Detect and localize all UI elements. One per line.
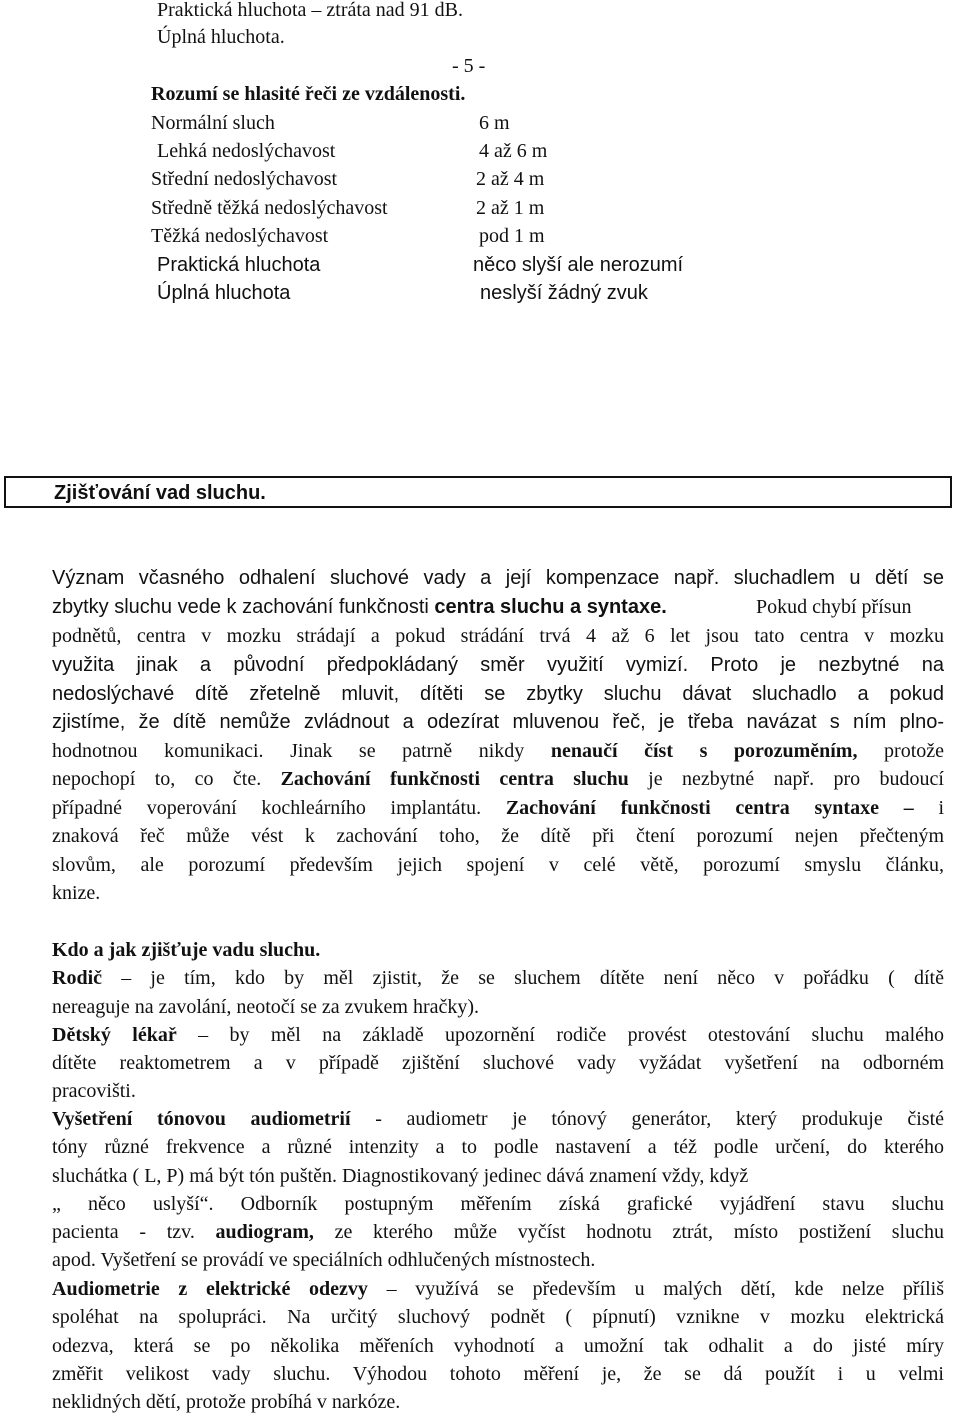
- table-row-label: Normální sluch: [151, 112, 275, 134]
- paragraph-line: slovům, ale porozumí především jejich spojení v celé větě, porozumí smyslu článku,: [52, 854, 944, 876]
- paragraph-line: znaková řeč může vést k zachování toho, že dítě při čtení porozumí nejen přečteným: [52, 825, 944, 847]
- paragraph-line: „ něco uslyší“. Odborník postupným měřením získá grafické vyjádření stavu sluchu: [52, 1193, 944, 1215]
- table-row-value: 2 až 1 m: [476, 197, 545, 219]
- section-heading-2: Kdo a jak zjišťuje vadu sluchu.: [52, 939, 321, 961]
- table-row-value: 4 až 6 m: [479, 140, 548, 162]
- table-row-value: neslyší žádný zvuk: [480, 282, 648, 304]
- table-row-label: Praktická hluchota: [157, 254, 321, 276]
- table-row-value: 2 až 4 m: [476, 168, 545, 190]
- paragraph-line: neklidných dětí, protože probíhá v narkóze.: [52, 1391, 401, 1413]
- paragraph-line: sluchátka ( L, P) má být tón puštěn. Diagnostikovaný jedinec dává znamení vždy, když: [52, 1165, 749, 1187]
- speech-table-title: Rozumí se hlasité řeči ze vzdálenosti.: [151, 83, 466, 105]
- table-row-value: pod 1 m: [479, 225, 545, 247]
- paragraph-line: zbytky sluchu vede k zachování funkčnosti centra sluchu a syntaxe.: [52, 596, 667, 618]
- paragraph-line: hodnotnou komunikaci. Jinak se patrně nikdy nenaučí číst s porozuměním, protože: [52, 740, 945, 762]
- paragraph-line: změřit velikost vady sluchu. Výhodou tohoto měření je, že se dá použít i u velmi: [52, 1363, 944, 1385]
- paragraph-line: zjistíme, že dítě nemůže zvládnout a odezírat mluvenou řeč, je třeba navázat s ním plno-: [52, 711, 944, 733]
- paragraph-line: apod. Vyšetření se provádí ve speciálních odhlučených místnostech.: [52, 1249, 596, 1271]
- paragraph-line: Dětský lékař – by měl na základě upozornění rodiče provést otestování sluchu malého: [52, 1024, 944, 1046]
- paragraph-line: nereaguje na zavolání, neotočí se za zvukem hračky).: [52, 996, 480, 1018]
- page-number: - 5 -: [452, 55, 486, 77]
- paragraph-line: podnětů, centra v mozku strádají a pokud strádání trvá 4 až 6 let jsou tato centra v mozku: [52, 625, 944, 647]
- paragraph-line: využita jinak a původní předpokládaný směr využití vymizí. Proto je nezbytné na: [52, 654, 944, 676]
- paragraph-line: pacienta - tzv. audiogram, ze kterého může vyčíst hodnotu ztrát, místo postižení sluchu: [52, 1221, 944, 1243]
- top-line-2: Úplná hluchota.: [157, 26, 285, 48]
- top-line-1: Praktická hluchota – ztráta nad 91 dB.: [157, 0, 464, 21]
- section-heading-box: [4, 476, 952, 508]
- paragraph-line: Význam včasného odhalení sluchové vady a její kompenzace např. sluchadlem u dětí se: [52, 567, 944, 589]
- paragraph-line: Audiometrie z elektrické odezvy – využívá se především u malých dětí, kde nelze příliš: [52, 1278, 944, 1300]
- paragraph-line: dítěte reaktometrem a v případě zjištění sluchové vady vyžádat vyšetření na odborném: [52, 1052, 944, 1074]
- table-row-value: něco slyší ale nerozumí: [473, 254, 684, 276]
- table-row-value: 6 m: [479, 112, 510, 134]
- table-row-label: Lehká nedoslýchavost: [157, 140, 336, 162]
- paragraph-line: pracovišti.: [52, 1080, 136, 1102]
- paragraph-line: knize.: [52, 882, 101, 904]
- paragraph-line: nedoslýchavé dítě zřetelně mluvit, dítěti se zbytky sluchu dávat sluchadlo a pokud: [52, 683, 944, 705]
- paragraph-line: případné voperování kochleárního implantátu. Zachování funkčnosti centra syntaxe – i: [52, 797, 944, 819]
- paragraph-line: nepochopí to, co čte. Zachování funkčnosti centra sluchu je nezbytné např. pro budoucí: [52, 768, 944, 790]
- paragraph-line: Rodič – je tím, kdo by měl zjistit, že se sluchem dítěte není něco v pořádku ( dítě: [52, 967, 944, 989]
- paragraph-line: Pokud chybí přísun: [756, 596, 912, 618]
- paragraph-line: odezva, která se po několika měřeních vyhodnotí a umožní tak odhalit a do jisté míry: [52, 1335, 944, 1357]
- section-heading: Zjišťování vad sluchu.: [54, 482, 266, 504]
- paragraph-line: spoléhat na spolupráci. Na určitý sluchový podnět ( pípnutí) vznikne v mozku elektrická: [52, 1306, 944, 1328]
- paragraph-line: Vyšetření tónovou audiometrií - audiometr je tónový generátor, který produkuje čisté: [52, 1108, 945, 1130]
- table-row-label: Úplná hluchota: [157, 282, 291, 304]
- table-row-label: Střední nedoslýchavost: [151, 168, 338, 190]
- table-row-label: Středně těžká nedoslýchavost: [151, 197, 388, 219]
- table-row-label: Těžká nedoslýchavost: [151, 225, 329, 247]
- paragraph-line: tóny různé frekvence a různé intenzity a to podle nastavení a též podle určení, do kterého: [52, 1136, 944, 1158]
